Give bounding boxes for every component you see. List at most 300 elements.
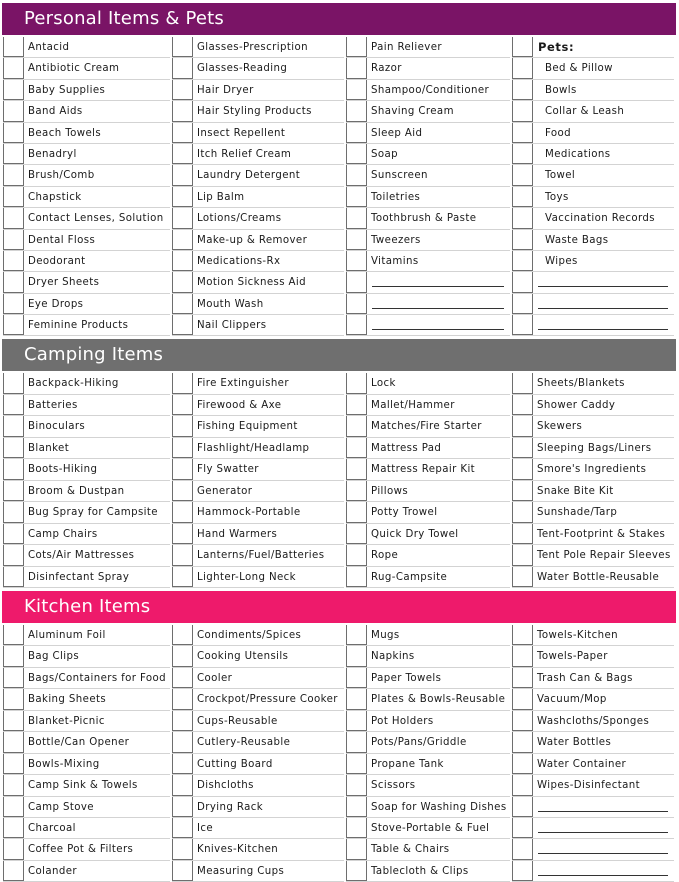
checkbox[interactable] [512, 416, 533, 437]
checklist-row [172, 545, 344, 567]
checkbox[interactable] [512, 37, 533, 57]
item-label: Firewood & Axe [197, 399, 282, 411]
item-label: Dryer Sheets [28, 277, 100, 289]
checkbox[interactable] [512, 775, 533, 795]
item-label: Itch Relief Cream [197, 148, 292, 160]
item-label: Wipes-Disinfectant [537, 780, 641, 792]
checkbox[interactable] [512, 395, 533, 416]
item-label: Blanket-Picnic [28, 715, 105, 727]
item-label: Crockpot/Pressure Cooker [197, 694, 338, 706]
checklist-row [172, 101, 344, 122]
item-label: Rug-Campsite [371, 571, 448, 583]
checklist-row [172, 37, 344, 58]
item-label: Lock [371, 378, 396, 389]
checkbox[interactable] [512, 524, 533, 545]
checkbox[interactable] [3, 524, 24, 545]
checkbox[interactable] [512, 567, 533, 588]
checkbox[interactable] [172, 797, 193, 817]
checklist-row [172, 567, 344, 589]
item-label: Mouth Wash [197, 298, 264, 310]
checklist-row [3, 818, 170, 839]
checkbox[interactable] [512, 294, 533, 314]
item-label: Pillows [371, 485, 409, 497]
checkbox[interactable] [172, 711, 193, 731]
checkbox[interactable] [346, 438, 367, 459]
checkbox[interactable] [3, 775, 24, 795]
blank-write-in-line[interactable] [538, 811, 668, 812]
item-label: Cots/Air Mattresses [28, 550, 135, 561]
checklist-row [512, 373, 674, 395]
checkbox[interactable] [3, 187, 24, 207]
checklist-row [512, 251, 674, 272]
checkbox[interactable] [346, 373, 367, 394]
item-label: Knives-Kitchen [197, 844, 279, 856]
checklist-row [512, 646, 674, 667]
checkbox[interactable] [346, 481, 367, 502]
checkbox[interactable] [3, 58, 24, 78]
checkbox[interactable] [512, 272, 533, 292]
checkbox[interactable] [512, 123, 533, 143]
item-label: Water Bottles [537, 737, 612, 749]
item-label: Drying Rack [197, 801, 264, 813]
blank-write-in-line[interactable] [538, 329, 668, 330]
item-label: Cups-Reusable [197, 715, 278, 727]
checkbox[interactable] [346, 272, 367, 292]
checkbox[interactable] [346, 625, 367, 645]
checkbox[interactable] [3, 144, 24, 164]
checkbox[interactable] [346, 123, 367, 143]
checklist-row [172, 711, 344, 732]
blank-write-in-line[interactable] [538, 832, 668, 833]
checkbox[interactable] [346, 797, 367, 817]
checkbox[interactable] [346, 144, 367, 164]
item-label: Pain Reliever [371, 42, 442, 53]
blank-write-in-line[interactable] [372, 308, 504, 309]
checkbox[interactable] [172, 165, 193, 185]
checkbox[interactable] [512, 208, 533, 228]
checkbox[interactable] [346, 567, 367, 588]
checklist-row [3, 123, 170, 144]
item-label: Sleep Aid [371, 127, 423, 139]
checklist-row [512, 732, 674, 753]
checkbox[interactable] [346, 689, 367, 709]
checkbox[interactable] [172, 37, 193, 57]
checkbox[interactable] [3, 230, 24, 250]
checklist-row [3, 165, 170, 186]
checklist-row [172, 315, 344, 336]
blank-write-in-line[interactable] [372, 286, 504, 287]
checklist-row [3, 711, 170, 732]
checklist-row [3, 775, 170, 796]
checkbox[interactable] [512, 818, 533, 838]
checklist-row [346, 315, 510, 336]
item-label: Make-up & Remover [197, 234, 308, 246]
checkbox[interactable] [346, 416, 367, 437]
checklist-row [172, 373, 344, 395]
item-label: Charcoal [28, 822, 76, 834]
checkbox[interactable] [3, 625, 24, 645]
checkbox[interactable] [172, 502, 193, 523]
checkbox[interactable] [172, 459, 193, 480]
checkbox[interactable] [3, 315, 24, 335]
checklist-row [172, 481, 344, 503]
checkbox[interactable] [3, 797, 24, 817]
checkbox[interactable] [346, 251, 367, 271]
checklist-row [3, 230, 170, 251]
blank-write-in-line[interactable] [538, 853, 668, 854]
checkbox[interactable] [512, 315, 533, 335]
checkbox[interactable] [3, 459, 24, 480]
checklist-row [3, 459, 170, 481]
checkbox[interactable] [3, 545, 24, 566]
checkbox[interactable] [172, 251, 193, 271]
checklist-row [346, 101, 510, 122]
checklist-row [346, 123, 510, 144]
checkbox[interactable] [172, 80, 193, 100]
checkbox[interactable] [346, 230, 367, 250]
checkbox[interactable] [3, 861, 24, 881]
checkbox[interactable] [512, 230, 533, 250]
item-label: Propane Tank [371, 758, 444, 770]
item-label: Water Container [537, 758, 627, 770]
checkbox[interactable] [172, 187, 193, 207]
checkbox[interactable] [172, 230, 193, 250]
item-label: Camp Stove [28, 801, 94, 813]
checklist-row [3, 625, 170, 646]
checkbox[interactable] [346, 58, 367, 78]
checkbox[interactable] [346, 315, 367, 335]
kitchen-column [346, 625, 510, 882]
item-label: Sheets/Blankets [537, 378, 625, 389]
checklist-row [3, 839, 170, 860]
item-label: Sunscreen [371, 170, 428, 182]
checklist-row [346, 230, 510, 251]
item-label: Shower Caddy [537, 399, 616, 411]
checkbox[interactable] [512, 797, 533, 817]
checkbox[interactable] [346, 668, 367, 688]
checkbox[interactable] [172, 294, 193, 314]
item-label: Cutting Board [197, 758, 273, 770]
item-label: Napkins [371, 651, 415, 663]
checklist-row [3, 567, 170, 589]
checkbox[interactable] [3, 101, 24, 121]
checkbox[interactable] [172, 567, 193, 588]
checkbox[interactable] [512, 732, 533, 752]
item-label: Hand Warmers [197, 528, 278, 540]
checkbox[interactable] [172, 818, 193, 838]
item-label: Washcloths/Sponges [537, 715, 650, 727]
checklist-row [3, 315, 170, 336]
checkbox[interactable] [172, 315, 193, 335]
checklist-row [172, 80, 344, 101]
checkbox[interactable] [512, 625, 533, 645]
item-label: Potty Trowel [371, 507, 438, 518]
checklist-row [3, 144, 170, 165]
checklist-row [172, 668, 344, 689]
checklist-row [172, 732, 344, 753]
checklist-row [512, 315, 674, 336]
checkbox[interactable] [346, 37, 367, 57]
checkbox[interactable] [172, 646, 193, 666]
checkbox[interactable] [346, 732, 367, 752]
personal-column [512, 37, 674, 336]
checkbox[interactable] [172, 625, 193, 645]
checklist-row [512, 144, 674, 165]
blank-write-in-line[interactable] [538, 286, 668, 287]
checkbox[interactable] [346, 459, 367, 480]
checkbox[interactable] [3, 646, 24, 666]
checkbox[interactable] [512, 373, 533, 394]
checkbox[interactable] [512, 861, 533, 881]
checkbox[interactable] [512, 711, 533, 731]
checkbox[interactable] [346, 861, 367, 881]
item-label: Lighter-Long Neck [197, 571, 296, 583]
checkbox[interactable] [512, 481, 533, 502]
checkbox[interactable] [512, 251, 533, 271]
checkbox[interactable] [3, 502, 24, 523]
item-label: Nail Clippers [197, 320, 267, 332]
item-label: Benadryl [28, 148, 77, 160]
item-label: Smore's Ingredients [537, 464, 647, 475]
checklist-row [346, 567, 510, 589]
blank-write-in-line[interactable] [538, 308, 668, 309]
checkbox[interactable] [512, 689, 533, 709]
checklist-row [512, 438, 674, 460]
item-label: Soap [371, 148, 399, 160]
checklist-row [172, 294, 344, 315]
checkbox[interactable] [3, 732, 24, 752]
checkbox[interactable] [346, 524, 367, 545]
checkbox[interactable] [3, 272, 24, 292]
item-label: Coffee Pot & Filters [28, 844, 134, 856]
checkbox[interactable] [346, 646, 367, 666]
checklist-row [512, 668, 674, 689]
blank-write-in-line[interactable] [372, 329, 504, 330]
checkbox[interactable] [3, 567, 24, 588]
checkbox[interactable] [172, 481, 193, 502]
checkbox[interactable] [346, 754, 367, 774]
checklist-row [512, 123, 674, 144]
checkbox[interactable] [3, 711, 24, 731]
checkbox[interactable] [172, 839, 193, 859]
checklist-row [3, 251, 170, 272]
checkbox[interactable] [512, 754, 533, 774]
item-label: Mallet/Hammer [371, 399, 455, 411]
item-label: Rope [371, 550, 399, 561]
checkbox[interactable] [512, 101, 533, 121]
checkbox[interactable] [3, 294, 24, 314]
checkbox[interactable] [3, 395, 24, 416]
checkbox[interactable] [3, 416, 24, 437]
checklist-row [512, 625, 674, 646]
checkbox[interactable] [172, 861, 193, 881]
checkbox[interactable] [346, 101, 367, 121]
checkbox[interactable] [346, 187, 367, 207]
item-label: Dental Floss [28, 234, 96, 246]
item-label: Band Aids [28, 106, 83, 118]
checkbox[interactable] [3, 481, 24, 502]
checkbox[interactable] [3, 373, 24, 394]
checkbox[interactable] [172, 123, 193, 143]
checkbox[interactable] [3, 123, 24, 143]
item-label: Chapstick [28, 191, 82, 203]
item-label: Sunshade/Tarp [537, 507, 618, 518]
item-label: Shaving Cream [371, 106, 454, 118]
checkbox[interactable] [172, 101, 193, 121]
item-label: Toys [545, 191, 569, 203]
item-label: Aluminum Foil [28, 630, 106, 641]
item-label: Scissors [371, 780, 416, 792]
checkbox[interactable] [3, 165, 24, 185]
checklist-row [512, 567, 674, 589]
checkbox[interactable] [346, 775, 367, 795]
checkbox[interactable] [3, 839, 24, 859]
item-label: Lotions/Creams [197, 213, 282, 225]
checkbox[interactable] [346, 294, 367, 314]
checklist-row [172, 524, 344, 546]
checklist-row [512, 754, 674, 775]
checkbox[interactable] [172, 754, 193, 774]
checkbox[interactable] [512, 502, 533, 523]
item-label: Mattress Repair Kit [371, 464, 476, 475]
checkbox[interactable] [172, 545, 193, 566]
item-label: Hair Styling Products [197, 106, 312, 118]
checkbox[interactable] [346, 839, 367, 859]
checkbox[interactable] [346, 545, 367, 566]
checkbox[interactable] [172, 524, 193, 545]
checklist-row [172, 272, 344, 293]
checklist-row [172, 438, 344, 460]
checklist-row [346, 668, 510, 689]
checkbox[interactable] [512, 839, 533, 859]
checkbox[interactable] [346, 502, 367, 523]
checkbox[interactable] [172, 689, 193, 709]
checklist-row [512, 187, 674, 208]
item-label: Bowls [545, 84, 577, 96]
checkbox[interactable] [512, 545, 533, 566]
blank-write-in-line[interactable] [538, 875, 668, 876]
checkbox[interactable] [172, 58, 193, 78]
checkbox[interactable] [172, 732, 193, 752]
item-label: Mattress Pad [371, 442, 442, 454]
item-label: Tablecloth & Clips [371, 865, 469, 877]
checklist-row [346, 775, 510, 796]
checkbox[interactable] [512, 438, 533, 459]
item-label: Bed & Pillow [545, 63, 613, 75]
checklist-row [3, 646, 170, 667]
item-label: Contact Lenses, Solution [28, 213, 164, 225]
item-label: Collar & Leash [545, 106, 625, 118]
checklist-row [512, 80, 674, 101]
checkbox[interactable] [172, 416, 193, 437]
checkbox[interactable] [512, 144, 533, 164]
item-label: Blanket [28, 442, 70, 454]
checklist-row [172, 625, 344, 646]
item-label: Matches/Fire Starter [371, 421, 482, 432]
checkbox[interactable] [172, 438, 193, 459]
checkbox[interactable] [3, 208, 24, 228]
checklist-row [3, 481, 170, 503]
checklist-row [172, 839, 344, 860]
checklist-row [346, 861, 510, 882]
kitchen-column [3, 625, 170, 882]
camping-column [346, 373, 510, 588]
checkbox[interactable] [172, 272, 193, 292]
checkbox[interactable] [512, 58, 533, 78]
item-label: Feminine Products [28, 320, 129, 332]
checklist-row [346, 689, 510, 710]
checkbox[interactable] [3, 37, 24, 57]
item-label: Pot Holders [371, 715, 434, 727]
checklist-row [172, 187, 344, 208]
item-label: Laundry Detergent [197, 170, 301, 182]
personal-column [3, 37, 170, 336]
item-label: Hammock-Portable [197, 507, 301, 518]
checkbox[interactable] [3, 818, 24, 838]
checkbox[interactable] [512, 80, 533, 100]
checkbox[interactable] [3, 438, 24, 459]
checkbox[interactable] [3, 668, 24, 688]
checklist-row [172, 818, 344, 839]
checklist-row [512, 101, 674, 122]
checkbox[interactable] [3, 80, 24, 100]
item-label: Lanterns/Fuel/Batteries [197, 550, 325, 561]
checkbox[interactable] [512, 646, 533, 666]
checklist-row [512, 37, 674, 58]
checklist-row [3, 416, 170, 438]
checkbox[interactable] [346, 818, 367, 838]
checkbox[interactable] [512, 187, 533, 207]
item-label: Motion Sickness Aid [197, 277, 307, 289]
checkbox[interactable] [172, 775, 193, 795]
item-label: Fly Swatter [197, 464, 259, 475]
checkbox[interactable] [172, 144, 193, 164]
checkbox[interactable] [3, 754, 24, 774]
item-label: Vitamins [371, 255, 419, 267]
checkbox[interactable] [172, 395, 193, 416]
item-label: Mugs [371, 630, 400, 641]
item-label: Waste Bags [545, 234, 609, 246]
checklist-row [3, 37, 170, 58]
checkbox[interactable] [346, 165, 367, 185]
item-label: Skewers [537, 421, 583, 432]
personal-column [172, 37, 344, 336]
checkbox[interactable] [346, 208, 367, 228]
checklist-row [3, 732, 170, 753]
checkbox[interactable] [512, 668, 533, 688]
checkbox[interactable] [346, 711, 367, 731]
checkbox[interactable] [172, 208, 193, 228]
checklist-row [512, 230, 674, 251]
checklist-row [346, 165, 510, 186]
checkbox[interactable] [512, 165, 533, 185]
item-label: Measuring Cups [197, 865, 285, 877]
checkbox[interactable] [3, 251, 24, 271]
item-label: Lip Balm [197, 191, 245, 203]
checklist-row [172, 395, 344, 417]
item-label: Flashlight/Headlamp [197, 442, 310, 454]
checkbox[interactable] [346, 80, 367, 100]
checklist-row [512, 775, 674, 796]
checklist-row [172, 861, 344, 882]
checklist-row [512, 272, 674, 293]
checkbox[interactable] [346, 395, 367, 416]
item-label: Snake Bite Kit [537, 485, 614, 497]
checkbox[interactable] [3, 689, 24, 709]
checkbox[interactable] [172, 668, 193, 688]
checkbox[interactable] [512, 459, 533, 480]
checkbox[interactable] [172, 373, 193, 394]
